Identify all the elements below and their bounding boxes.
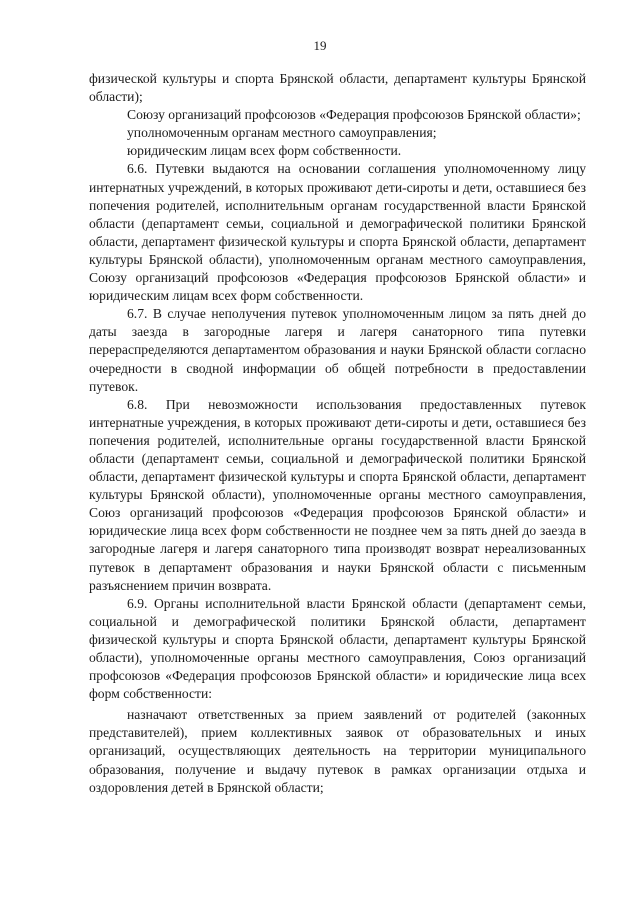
paragraph-appoint-responsible: назначают ответственных за прием заявлений от родителей (законных представителей), прием коллективных заявок от образовательных и иных организаций, осуществляющих деятельность на территории муниципального образования, получение и выдачу путевок в рамках организации отдыха и оздоровления детей в Брянской области; bbox=[89, 707, 586, 795]
document-body bbox=[89, 70, 586, 797]
paragraph-6-6: 6.6. Путевки выдаются на основании соглашения уполномоченному лицу интернатных учреждений, в которых проживают дети-сироты и дети, оставшиеся без попечения родителей, исполнительным органам государственной власти Брянской области (департамент семьи, социальной и демографической политики Брянской области, департамент физической культуры и спорта Брянской области, департамент культуры Брянской области), уполномоченным органам местного самоуправления, Союзу организаций профсоюзов «Федерация профсоюзов Брянской области» и юридическим лицам всех форм собственности. bbox=[89, 161, 586, 304]
page-number: 19 bbox=[313, 38, 327, 53]
paragraph-continuation: физической культуры и спорта Брянской области, департамент культуры Брянской области); bbox=[89, 71, 586, 105]
paragraph-6-9: 6.9. Органы исполнительной власти Брянской области (департамент семьи, социальной и демографической политики Брянской области, департамент физической культуры и спорта Брянской области, департамент культуры Брянской области), уполномоченные органы местного самоуправления, Союз организаций профсоюзов «Федерация профсоюзов Брянской области» и юридические лица всех форм собственности: bbox=[89, 595, 586, 702]
paragraph-trade-union-federation: Союзу организаций профсоюзов «Федерация профсоюзов Брянской области»; bbox=[127, 107, 581, 123]
paragraph-legal-entities: юридическим лицам всех форм собственности. bbox=[127, 143, 402, 159]
paragraph-local-government: уполномоченным органам местного самоуправления; bbox=[127, 125, 437, 141]
paragraph-6-7: 6.7. В случае неполучения путевок уполномоченным лицом за пять дней до даты заезда в загородные лагеря и лагеря санаторного типа путевки перераспределяются департаментом образования и науки Брянской области согласно очередности в сводной информации об общей потребности в предоставлении путевок. bbox=[89, 306, 586, 394]
paragraph-6-8: 6.8. При невозможности использования предоставленных путевок интернатные учреждения, в которых проживают дети-сироты и дети, оставшиеся без попечения родителей, исполнительные органы государственной власти Брянской области (департамент семьи, социальной и демографической политики Брянской области, департамент физической культуры и спорта Брянской области, департамент культуры Брянской области), уполномоченные органы местного самоуправления, Союз организаций профсоюзов «Федерация профсоюзов Брянской области» и юридические лица всех форм собственности не позднее чем за пять дней до заезда в загородные лагеря и лагеря санаторного типа производят возврат нереализованных путевок в департамент образования и науки Брянской области с письменным разъяснением причин возврата. bbox=[89, 396, 586, 593]
